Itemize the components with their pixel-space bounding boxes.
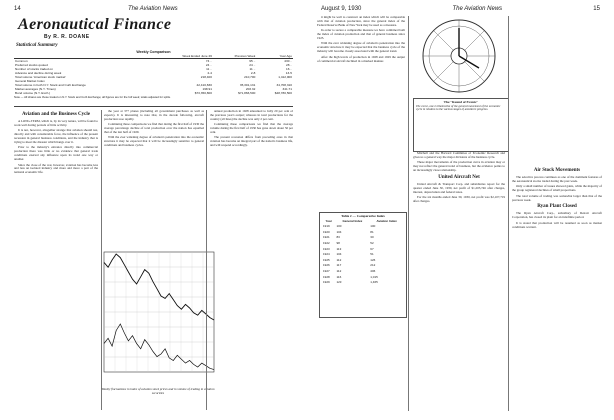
table-cell: 126 [370,257,376,262]
table-cell: 1923 [323,246,330,251]
table-cell: 123 [336,280,342,285]
table-row [322,280,404,286]
chart-svg [98,248,218,376]
table-header: General Index [342,218,363,223]
right-date: August 9, 1930 [321,6,362,12]
table-cell: 104 [336,252,342,257]
body-paragraph: With the ever widening degree of aviation's penetration into the economic structure it may be expected that the business cycle of the industry will become closely associated with the general trend. [317,41,405,54]
table-cell: 116 [336,274,342,279]
body-paragraph: Continuing these comparisons we find that during the first half of 1930 the average percentage decline of total production over the nation has equalled that of the last half of 1929. [104,122,204,135]
left-column-3 [210,110,293,410]
body-paragraph: It is stated that production will be resumed as soon as market conditions warrant. [512,220,602,229]
aviation-stock-chart [98,248,218,388]
table-cell: 104 [336,229,342,234]
left-header [14,6,293,12]
table-cell: Total volume in both N.Y. Stock and Curb Exchange [15,83,86,87]
body-paragraph: In order to secure a comparable measure we have combined both the index of aviation production and that of general business since 1925. [317,28,405,41]
table-cell: 203.32 [245,87,256,91]
table-cell: 341.71 [282,87,292,91]
body-paragraph: The selective process continues as one of the dominant features of the aeronautical stocks traded during the past week. [512,175,602,183]
body-paragraph: With the ever widening degree of aviation's penetration into the economic structure it may be expected that it will be increasingly sensitive to general conditions and business cycles. [104,135,204,148]
table-cell: 51 [370,252,374,257]
table-cell: Common [15,59,28,63]
table-cell: 98 [336,240,340,245]
table-cell: 1,412,000 [278,75,292,79]
body-paragraph: A LONG-TERM, which is, by its very nature, will be found to work well during periods of little activity. [14,119,98,127]
table-cell: 1926 [323,263,330,268]
right-header [321,6,600,12]
table-caption: Weekly Comparison [136,50,171,54]
table-cell: 1,465 [370,280,378,285]
table-cell: 24 .. [249,63,256,67]
table-header: Previous Week [213,54,256,59]
table-cell: 24 .. [205,63,212,67]
weekly-comparison-table [14,50,293,99]
body-paragraph: The Ryan Aircraft Corp., subsidiary of Detroit Aircraft Corporation, has closed its plant for an indefinite period. [512,211,602,220]
table-cell: 212 [370,263,376,268]
table-cell: $48,780,500 [274,91,292,95]
body-paragraph: it might be well to construct an index which will be comparable with that of aviation production, since the general index of the Federal Reserve Bank of New York may be used as a measure. [317,16,405,27]
table-cell: Number of stocks traded on [15,67,54,71]
comparative-index-table [319,212,407,318]
table-header: Aviation Index [376,218,397,223]
body-paragraph: The present recession differs from preceding ones in that aviation has become an integral part of the nation's business life, and will respond accordingly. [210,135,293,148]
table-cell: 34,708,310 [276,83,292,87]
right-column-3 [512,16,602,411]
table2-caption: Table 2 — Comparative Index [341,214,385,218]
table-cell: 13-5 [285,71,292,75]
round-of-events-box [413,98,509,152]
table-cell: 74 .. [205,59,212,63]
table-cell: 35,301,131 [239,83,256,87]
right-page-number: 15 [593,6,600,12]
table-cell: 117 [336,263,342,268]
section-title-business-cycle: Aviation and the Business Cycle [22,112,90,117]
table-cell: 16 .. [285,67,292,71]
table-cell: 1920 [323,229,330,234]
body-paragraph: Continuing these comparisons we find that the average volume during the first half of 1930 has gone down about 50 per cent. [210,122,293,135]
table-cell: 100 [336,224,342,229]
table-cell: $73,350,800 [194,91,212,95]
cycle-wheel-icon [419,16,499,96]
stats-title: Statistical Summary [16,43,58,48]
table-cell: 198.91 [202,87,212,91]
table-cell: 2-4 [207,71,212,75]
article-title: Aeronautical Finance [18,16,172,33]
chart-caption: Weekly fluctuations in index of aviation stock prices and in volume of trading in aviation securities [101,387,215,395]
table-cell: 1929 [323,280,330,285]
table-cell: 430 .. [284,59,292,63]
table-cell: 406 [370,268,376,273]
right-page [307,0,614,420]
column-rule [408,16,409,411]
table-cell: 1925 [323,257,330,262]
table-cell: 113 [336,246,342,251]
table-cell: 52 [370,240,374,245]
table-cell: 1928 [323,274,330,279]
body-paragraph: annual production in 1928 amounted to fully 20 per cent of the previous year's output; whereas in total productions for the country (all lines) the decline was only 2 per cent. [210,110,293,121]
table-cell: 42,410,830 [196,83,212,87]
section-title-united-aircraft: United Aircraft Net [438,175,480,181]
body-paragraph: After the high levels of production in 1928 and 1929 the output of commercial aircraft declined in a marked manner. [317,54,405,63]
left-magazine-name: The Aviation News [127,6,178,12]
table-cell: Preferred stocks quoted [15,63,48,67]
column-rule [508,16,509,411]
table-cell: 1921 [323,235,330,240]
table-note: Note — All shares are those traded on N.Y. Stock and Curb Exchange; all figures are for the full week; totals adjusted for splits. [14,95,171,99]
table-cell: 11 .. [206,67,212,71]
table-cell: 112 [336,257,342,262]
section-title-air-stock: Air Stock Movements [533,168,581,173]
body-paragraph: For the six months ended June 30, 1930, net profit was $2,107,719 after charges. [413,195,505,204]
body-paragraph: Only a small number of issues showed gains, while the majority of the group registered declines of small proportions. [512,184,602,193]
body-paragraph: Mitchell and the Harvard Committee of Economic Research and gives us a general way the major divisions of the business cycle. [413,152,505,159]
table-cell: General Market Index [15,79,45,83]
body-paragraph: the year at 377 planes (including all government purchases as well as exports). It is interesting to note that, in the decade following, aircraft production rose rapidly. [104,110,204,121]
table-cell: 1924 [323,252,330,257]
body-paragraph: The total volume of trading was somewhat larger than that of the previous week. [512,193,602,202]
table-cell: 1922 [323,240,330,245]
table-cell: 1,015 [370,274,378,279]
table-cell: 1927 [323,268,330,273]
left-page-number: 14 [14,6,21,12]
table-cell: 112 [336,268,342,273]
table-cell: 210,700 [244,75,256,79]
table-cell: 1919 [323,224,330,229]
byline: By R. R. DOANE [44,34,90,40]
table-header: Year Ago [256,54,293,59]
clock-title: The "Round of Events" [443,100,479,104]
table-cell: Advance and decline during week [15,71,62,75]
body-paragraph: United Aircraft & Transport Corp. and subsidiaries report for the quarter ended June 30, 1930, net profit of $1,203,746 after charges, interest, depreciation and federal taxes. [413,182,505,194]
table-cell: 81 [370,229,374,234]
body-paragraph: It is not, however, altogether strange that aviation should not, directly and with considerable force, the influence of the present recession in general business conditions, and the industry that is trying to meet the disaster which hangs over it. [14,128,98,145]
left-column-1 [14,110,98,410]
table-cell: 28 .. [285,63,292,67]
divider [14,106,293,107]
body-paragraph: These major movements of the production curve in aviation may or may not reflect the general trend of business, but the evidence points to an increasingly close relationship. [413,160,505,173]
column-rule [206,110,207,410]
left-column-2 [104,110,204,246]
table-cell: 100 [370,224,376,229]
round-of-events-diagram [419,16,499,96]
section-title-ryan-plant: Ryan Plant Closed [537,204,577,210]
right-magazine-name: The Aviation News [452,6,503,12]
table-cell: Market averages (N.Y. Times) [15,87,56,91]
table-cell: Bond volume (N.Y. Exch.) [15,91,51,95]
table-cell: $71,866,500 [238,91,256,95]
right-column-1 [317,16,405,206]
body-paragraph: Prior to the industry's entrance directly into commercial production there was little or no evidence that general trade conditions exerted any influence upon its trend one way or another. [14,145,98,162]
table-cell: 11 .. [249,67,256,71]
table-cell: 67 [370,246,374,251]
table-cell: 30 [370,235,374,240]
table-cell: Total volume 'American stock market' [15,75,66,79]
body-paragraph: Since the close of the war, however, aviation has become less and less an isolated industry and more and more a part of the national economic life. [14,162,98,175]
table-cell: 95 .. [249,59,256,63]
table-cell: 2-8 [250,71,256,75]
table-cell: 83 [336,235,340,240]
table-header: Week Ended June 26 [153,54,213,59]
right-column-2 [413,152,505,410]
clock-note: The curve, one is illustrative of the general movement of the economic cycle in relation to the various stages of aviation's progress. [416,103,501,112]
table-cell: 218,400 [200,75,212,79]
table-header: Year [325,218,332,223]
